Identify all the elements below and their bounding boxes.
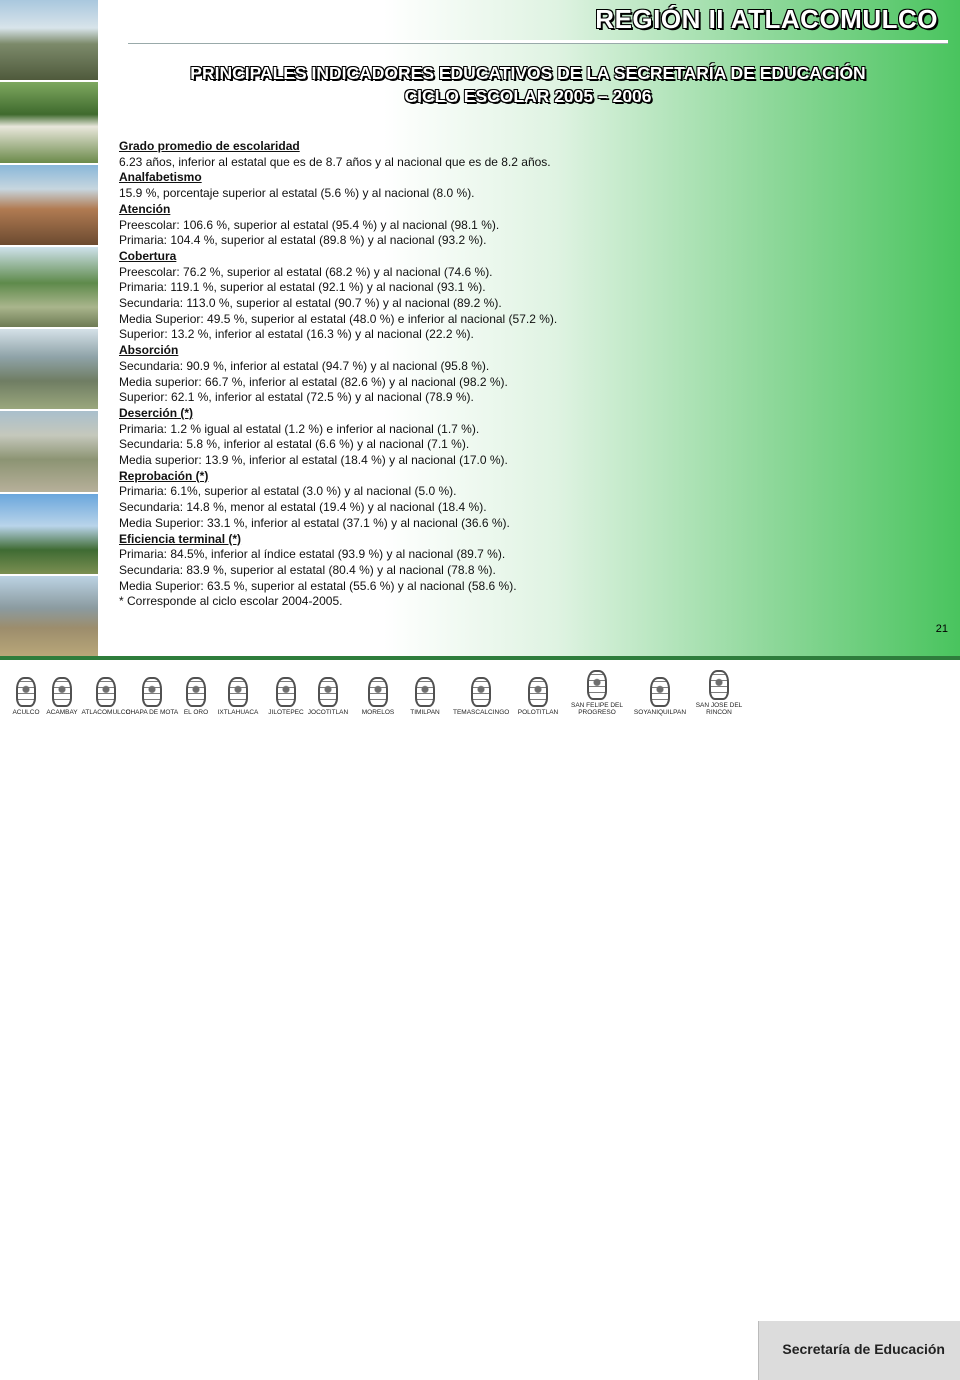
- town-photo: [0, 411, 98, 493]
- indicators-content: [119, 139, 939, 610]
- kiosk-photo: [0, 329, 98, 411]
- municipality-label: ACAMBAY: [46, 709, 78, 716]
- indicator-line: Primaria: 1.2 % igual al estatal (1.2 %) e inferior al nacional (1.7 %).: [119, 421, 480, 436]
- morelos-glyph-icon: [368, 677, 388, 707]
- tower-photo: [0, 494, 98, 576]
- municipality-label: EL ORO: [183, 709, 209, 716]
- indicator-line: Media superior: 13.9 %, inferior al estatal (18.4 %) y al nacional (17.0 %).: [119, 453, 508, 468]
- municipality-label: IXTLAHUACA: [217, 709, 259, 716]
- municipality-label: SAN JOSE DEL RINCON: [695, 702, 743, 716]
- section-title: Eficiencia terminal (*): [119, 531, 242, 546]
- arch-photo: [0, 82, 98, 164]
- el-oro-glyph-icon: [186, 677, 206, 707]
- indicator-line: Superior: 62.1 %, inferior al estatal (72.5 %) y al nacional (78.9 %).: [119, 390, 474, 405]
- atlacomulco-glyph-icon: [96, 677, 116, 707]
- section-title: Atención: [119, 201, 171, 216]
- indicator-line: Primaria: 104.4 %, superior al estatal (89.8 %) y al nacional (93.2 %).: [119, 233, 487, 248]
- indicator-line: Media Superior: 33.1 %, inferior al estatal (37.1 %) y al nacional (36.6 %).: [119, 515, 510, 530]
- chapa-de-mota-glyph-icon: [142, 677, 162, 707]
- municipality-label: SOYANIQUILPAN: [633, 709, 687, 716]
- indicator-line: Secundaria: 90.9 %, inferior al estatal (94.7 %) y al nacional (95.8 %).: [119, 358, 490, 373]
- indicator-line: Secundaria: 5.8 %, inferior al estatal (6.6 %) y al nacional (7.1 %).: [119, 437, 470, 452]
- timilpan-glyph-icon: [415, 677, 435, 707]
- municipality-label: JOCOTITLAN: [307, 709, 349, 716]
- municipality-label: POLOTITLAN: [517, 709, 559, 716]
- jilotepec-glyph-icon: [276, 677, 296, 707]
- secretaria-label: Secretaría de Educación: [782, 1341, 945, 1357]
- san-jose-glyph-icon: [709, 670, 729, 700]
- indicator-line: Primaria: 119.1 %, superior al estatal (92.1 %) y al nacional (93.1 %).: [119, 280, 486, 295]
- title-rule: [128, 40, 948, 43]
- municipality-label: SAN FELIPE DEL PROGRESO: [570, 702, 624, 716]
- municipality-label: CHAPA DE MOTA: [125, 709, 179, 716]
- strip-divider: [98, 0, 100, 658]
- landscape-photo: [0, 0, 98, 82]
- municipality-label: ATLACOMULCO: [81, 709, 131, 716]
- temascalcingo-glyph-icon: [471, 677, 491, 707]
- municipality-label: TIMILPAN: [410, 709, 440, 716]
- section-title: Analfabetismo: [119, 170, 202, 185]
- ixtlahuaca-glyph-icon: [228, 677, 248, 707]
- secretaria-box: [758, 1321, 960, 1380]
- municipality-logo: [632, 677, 688, 716]
- municipality-logo: [510, 677, 566, 716]
- indicator-line: 6.23 años, inferior al estatal que es de 8.7 años y al nacional que es de 8.2 años.: [119, 154, 551, 169]
- indicator-line: Secundaria: 113.0 %, superior al estatal (90.7 %) y al nacional (89.2 %).: [119, 296, 502, 311]
- section-title: Reprobación (*): [119, 468, 209, 483]
- indicator-line: Preescolar: 106.6 %, superior al estatal (95.4 %) y al nacional (98.1 %).: [119, 217, 500, 232]
- section-title: Cobertura: [119, 248, 177, 263]
- photo-strip: [0, 0, 98, 658]
- municipality-logo: [300, 677, 356, 716]
- indicator-line: Secundaria: 83.9 %, superior al estatal (80.4 %) y al nacional (78.8 %).: [119, 562, 496, 577]
- garden-photo: [0, 247, 98, 329]
- indicator-line: Media Superior: 63.5 %, superior al estatal (55.6 %) y al nacional (58.6 %).: [119, 578, 517, 593]
- section-title: Grado promedio de escolaridad: [119, 139, 300, 153]
- indicator-line: * Corresponde al ciclo escolar 2004-2005.: [119, 594, 343, 609]
- municipality-logo: [453, 677, 509, 716]
- indicator-line: Primaria: 6.1%, superior al estatal (3.0 %) y al nacional (5.0 %).: [119, 484, 457, 499]
- municipality-logo: [397, 677, 453, 716]
- jocotitlan-glyph-icon: [318, 677, 338, 707]
- indicator-line: Secundaria: 14.8 %, menor al estatal (19.4 %) y al nacional (18.4 %).: [119, 500, 487, 515]
- indicator-line: Preescolar: 76.2 %, superior al estatal (68.2 %) y al nacional (74.6 %).: [119, 264, 493, 279]
- municipality-logo: [691, 670, 747, 716]
- page-number: 21: [935, 623, 948, 635]
- heading-line-2: CICLO ESCOLAR 2005 – 2006: [404, 86, 652, 106]
- municipality-label: JILOTEPEC: [268, 709, 304, 716]
- municipality-logo: [569, 670, 625, 716]
- region-title: REGIÓN II ATLACOMULCO: [595, 4, 938, 34]
- section-title: Deserción (*): [119, 405, 194, 420]
- indicator-line: Superior: 13.2 %, inferior al estatal (16.3 %) y al nacional (22.2 %).: [119, 327, 474, 342]
- footer-bar: [0, 660, 960, 1357]
- slide-heading: [108, 62, 948, 108]
- san-felipe-glyph-icon: [587, 670, 607, 700]
- section-title: Absorción: [119, 343, 179, 358]
- indicator-line: Media Superior: 49.5 %, superior al estatal (48.0 %) e inferior al nacional (57.2 %).: [119, 311, 558, 326]
- soyaniquilpan-glyph-icon: [650, 677, 670, 707]
- indicator-line: Primaria: 84.5%, inferior al índice estatal (93.9 %) y al nacional (89.7 %).: [119, 547, 506, 562]
- church-photo: [0, 165, 98, 247]
- hills-photo: [0, 576, 98, 658]
- slide-background: [0, 0, 960, 660]
- indicator-line: 15.9 %, porcentaje superior al estatal (5.6 %) y al nacional (8.0 %).: [119, 186, 475, 201]
- heading-line-1: PRINCIPALES INDICADORES EDUCATIVOS DE LA SECRETARÍA DE EDUCACIÓN: [190, 63, 866, 83]
- indicator-line: Media superior: 66.7 %, inferior al estatal (82.6 %) y al nacional (98.2 %).: [119, 374, 508, 389]
- municipality-label: MORELOS: [361, 709, 395, 716]
- acambay-glyph-icon: [52, 677, 72, 707]
- municipality-label: ACULCO: [12, 709, 40, 716]
- aculco-glyph-icon: [16, 677, 36, 707]
- municipality-label: TEMASCALCINGO: [453, 709, 510, 716]
- polotitlan-glyph-icon: [528, 677, 548, 707]
